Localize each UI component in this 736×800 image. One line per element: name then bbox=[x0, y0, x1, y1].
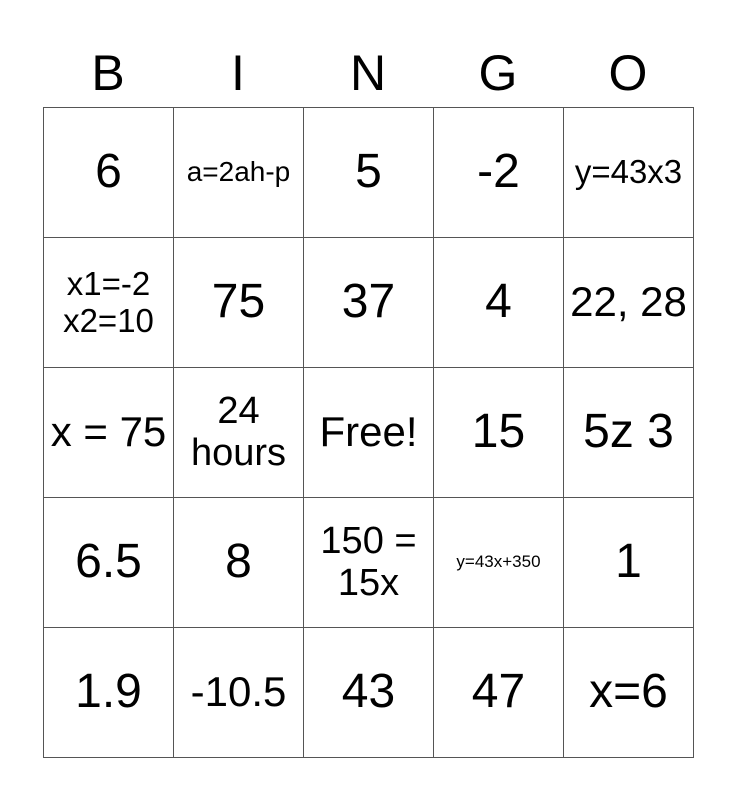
bingo-cell: 43 bbox=[304, 628, 434, 758]
bingo-cell: 6 bbox=[44, 108, 174, 238]
bingo-cell: 5z 3 bbox=[564, 368, 694, 498]
bingo-cell: 1.9 bbox=[44, 628, 174, 758]
bingo-cell: 4 bbox=[434, 238, 564, 368]
header-letter-o: O bbox=[608, 45, 648, 101]
bingo-cell: y=43x+350 bbox=[434, 498, 564, 628]
bingo-cell: 24 hours bbox=[174, 368, 304, 498]
header-letter-g: G bbox=[478, 45, 518, 101]
bingo-cell: x=6 bbox=[564, 628, 694, 758]
bingo-cell: 47 bbox=[434, 628, 564, 758]
board-row bbox=[44, 368, 694, 498]
board-row bbox=[44, 108, 694, 238]
bingo-header bbox=[43, 38, 693, 108]
bingo-cell: 22, 28 bbox=[564, 238, 694, 368]
header-letter-i: I bbox=[231, 45, 245, 101]
board-row bbox=[44, 628, 694, 758]
bingo-cell: 150 = 15x bbox=[304, 498, 434, 628]
bingo-cell: 15 bbox=[434, 368, 564, 498]
bingo-cell: x = 75 bbox=[44, 368, 174, 498]
bingo-cell: -2 bbox=[434, 108, 564, 238]
bingo-cell: y=43x3 bbox=[564, 108, 694, 238]
bingo-board bbox=[43, 107, 694, 758]
bingo-cell: a=2ah-p bbox=[174, 108, 304, 238]
bingo-cell: 6.5 bbox=[44, 498, 174, 628]
bingo-cell: 8 bbox=[174, 498, 304, 628]
bingo-cell: 1 bbox=[564, 498, 694, 628]
board-row bbox=[44, 238, 694, 368]
bingo-cell: -10.5 bbox=[174, 628, 304, 758]
free-space-cell: Free! bbox=[304, 368, 434, 498]
bingo-cell: 75 bbox=[174, 238, 304, 368]
header-letter-b: B bbox=[91, 45, 125, 101]
header-letter-n: N bbox=[349, 45, 387, 101]
bingo-cell: x1=-2 x2=10 bbox=[44, 238, 174, 368]
bingo-cell: 37 bbox=[304, 238, 434, 368]
board-row bbox=[44, 498, 694, 628]
bingo-cell: 5 bbox=[304, 108, 434, 238]
